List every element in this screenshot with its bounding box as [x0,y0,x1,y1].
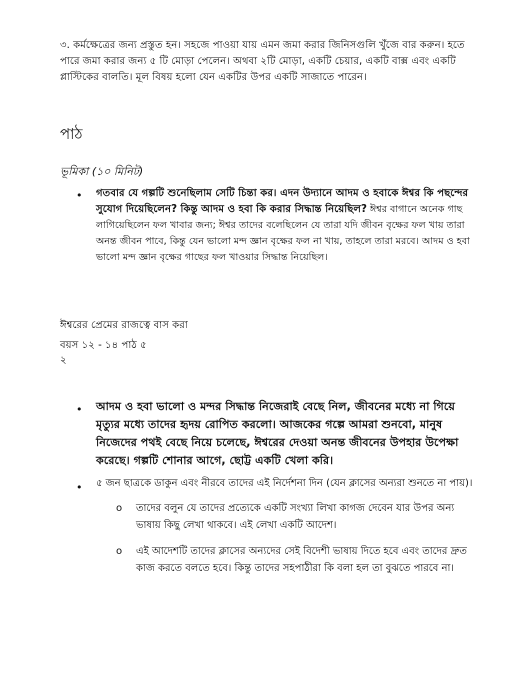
bullet-1-body-text: ঈশ্বর বাগানে অনেক গাছ লাগিয়েছিলেন ফল খাবার জন্য; ঈশ্বর তাদের বলেছিলেন যে তারা যদি জীবন বৃক্ষের ফল খায় তারা অনন্ত জীবন পাবে, কিন্তু যেন ভালো মন্দ জ্ঞান বৃক্ষের ফল না খায়, তাহলে তারা মরবে। আদম ও হবা ভালো মন্দ জ্ঞান বৃক্ষের গাছের ফল খাওয়ার সিদ্ধান্ত নিয়েছিল। [96,204,470,263]
bullet-marker: • [76,481,83,494]
bullet-paragraph-3: ৫ জন ছাত্রকে ডাকুন এবং নীরবে তাদের এই নির্দেশনা দিন (যেন ক্লাসের অন্যরা শুনতে না পায়)। [96,478,473,489]
bullet-paragraph-2: আদম ও হবা ভালো ও মন্দর সিদ্ধান্ত নিজেরাই বেছে নিল, জীবনের মধ্যে না গিয়ে মৃত্যুর মধ্যে তাদের হৃদয় রোপিত করলো। আজকের গল্পে আমরা শুনবো, মানুষ নিজেদের পথই বেছে নিয়ে চলেছে, ঈশ্বরের দেওয়া অনন্ত জীবনের উপহার উপেক্ষা করেছে। গল্পটি শোনার আগে, ছোট্ট একটি খেলা করি। [96,400,459,467]
bullet-1-bold-text: গতবার যে গল্পটি শুনেছিলাম সেটি চিন্তা কর। এদন উদ্যানে আদম ও হবাকে ঈশ্বর কি পছন্দের সুযোগ দিয়েছিলেন? কিন্তু আদম ও হবা কি করার সিদ্ধান্ত নিয়েছিল? [96,188,469,215]
sub-bullet-marker: o [116,546,123,557]
bullet-paragraph-1 [96,186,480,266]
bullet-marker: • [76,403,83,416]
sub-bullet-1: তাদের বলুন যে তাদের প্রত্যেকে একটি সংখ্যা লিখা কাগজ দেবেন যার উপর অন্য ভাষায় কিছু লেখা থাকবে। এই লেখা একটি আদেশ। [136,503,455,531]
bullet-marker: • [76,189,83,202]
lesson-heading: পাঠ [60,125,83,143]
page-number: ২ [60,355,67,366]
intro-paragraph: ৩. কর্মক্ষেত্রের জন্য প্রস্তুত হন। সহজে পাওয়া যায় এমন জমা করার জিনিসগুলি খুঁজে বার করুন। হতে পারে জমা করার জন্য ৫ টি মোড়া পেলেন। অথবা ২টি মোড়া, একটি চেয়ার, একটি বাক্স এবং একটি প্লাস্টিকের বালতি। মূল বিষয় হলো যেন একটির উপর একটি সাজাতে পারেন। [60,40,465,83]
footer-meta: বয়স ১২ - ১৪ পাঠ ৫ [60,340,147,351]
sub-bullet-marker: o [116,503,123,514]
sub-bullet-2: এই আদেশটি তাদের ক্লাসের অন্যদের সেই বিদেশী ভাষায় দিতে হবে এবং তাদের দ্রুত কাজ করতে বলতে হবে। কিন্তু তাদের সহপাঠীরা কি বলা হল তা বুঝতে পারবে না। [136,546,467,574]
intro-subheading: ভূমিকা (১০ মিনিট) [60,165,144,178]
footer-title: ঈশ্বরের প্রেমের রাজত্বে বাস করা [60,320,188,331]
